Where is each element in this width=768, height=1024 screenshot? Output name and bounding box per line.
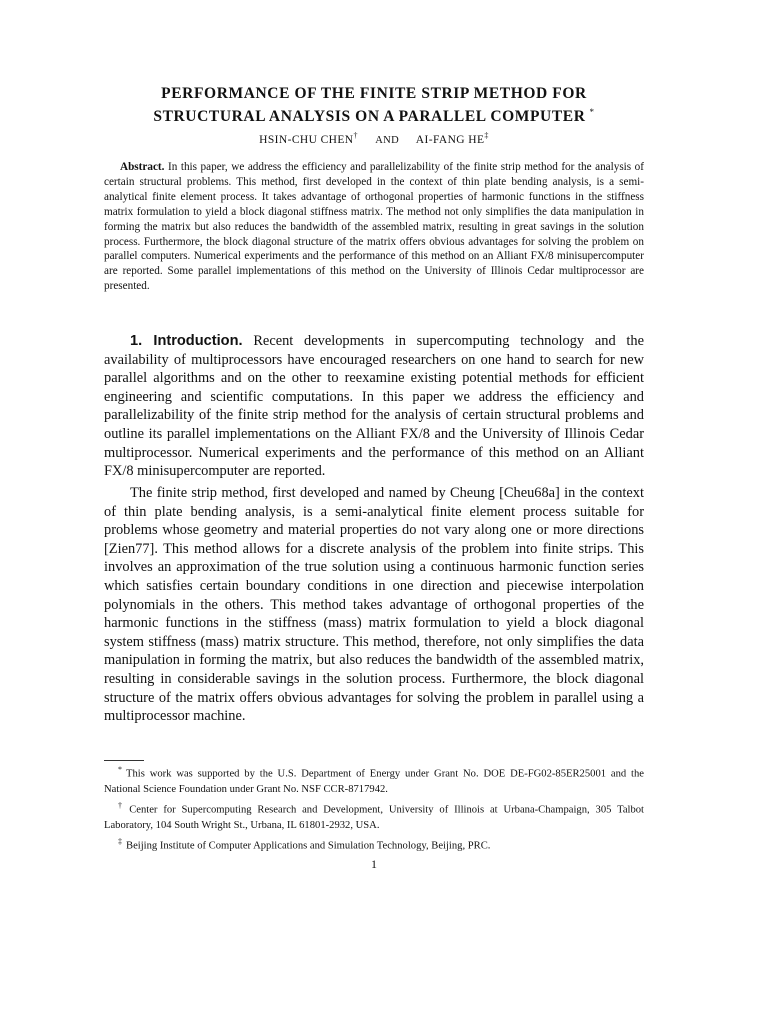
author-2-mark: ‡ xyxy=(484,131,489,140)
footnote-text: This work was supported by the U.S. Department of Energy under Grant No. DOE DE-FG02-85ER25001 and the National Science Foundation under Grant No. NSF CCR-8717942. xyxy=(104,768,644,796)
page-number: 1 xyxy=(371,857,377,871)
footnote-text: Center for Supercomputing Research and Development, University of Illinois at Urbana-Champaign, 305 Talbot Laboratory, 104 South Wright St., Urbana, IL 61801-2932, USA. xyxy=(104,804,644,832)
introduction-text: Recent developments in supercomputing technology and the availability of multiprocessors have encouraged researchers on one hand to search for new parallel algorithms and on the other to reexamine existing potential methods for efficient engineering and scientific computations. In this paper we address the efficiency and parallelizability of the finite strip method for the analysis of certain structural problems and outline its parallel implementations on the Alliant FX/8 and the University of Illinois Cedar multiprocessor. Numerical experiments and the performance of this method on an Alliant FX/8 minisupercomputer are reported. xyxy=(104,333,644,480)
title-footnote-mark: * xyxy=(589,107,595,117)
section-heading: 1. Introduction. xyxy=(130,333,243,349)
author-2: AI-FANG HE xyxy=(415,133,485,146)
footnote xyxy=(104,834,644,854)
footnote xyxy=(104,762,644,798)
footnote-mark: * xyxy=(118,765,122,774)
footnote xyxy=(104,798,644,834)
footnote-mark: † xyxy=(118,801,126,811)
abstract xyxy=(104,160,644,294)
footnote-divider xyxy=(104,760,144,761)
footnote-mark: ‡ xyxy=(118,837,122,847)
footnote-text: Beijing Institute of Computer Applications and Simulation Technology, Beijing, PRC. xyxy=(126,840,491,852)
paper-title xyxy=(104,84,644,126)
author-conjunction: AND xyxy=(375,134,400,146)
author-1-mark: † xyxy=(353,131,358,140)
author-line xyxy=(104,131,644,146)
finite-strip-paragraph: The finite strip method, first developed and named by Cheung [Cheu68a] in the context of thin plate bending analysis, is a semi-analytical finite element process suitable for problems whose geometry and material properties do not vary along one or more directions [Zien77]. This method allows for a discrete analysis of the problem into finite strips. This involves an approximation of the true solution using a continuous harmonic function series which satisfies certain boundary conditions in one direction and piecewise interpolation polynomials in the others. This method takes advantage of orthogonal properties of the harmonic functions in the stiffness (mass) matrix formulation to yield a block diagonal system stiffness (mass) matrix structure. This method, therefore, not only simplifies the data manipulation in forming the matrix, but also reduces the bandwidth of the assembled matrix, resulting in considerable savings in the solution process. Furthermore, the block diagonal structure of the matrix offers obvious advantages for solving the problem in parallel using a multiprocessor machine. xyxy=(104,485,644,725)
title-line-1: PERFORMANCE OF THE FINITE STRIP METHOD FOR xyxy=(161,85,587,102)
abstract-label: Abstract. xyxy=(120,161,165,173)
author-1: HSIN-CHU CHEN xyxy=(259,133,354,146)
title-line-2-text: STRUCTURAL ANALYSIS ON A PARALLEL COMPUTER xyxy=(153,108,586,126)
abstract-text: In this paper, we address the efficiency and parallelizability of the finite strip method for the analysis of certain structural problems. This method, first developed in the context of thin plate bending analysis, is a semi-analytical finite element process. It takes advantage of orthogonal properties of harmonic functions in the stiffness matrix formulation to yield a block diagonal stiffness matrix. The method not only simplifies the data manipulation in forming the matrix but also reduces the bandwidth of the assembled matrix, resulting in great savings in the solution process. Furthermore, the block diagonal structure of the matrix offers obvious advantages for solving the problem on parallel computers. Numerical experiments and the performance of this method on an Alliant FX/8 minisupercomputer are reported. Some parallel implementations of this method on the University of Illinois Cedar multiprocessor are presented. xyxy=(104,161,644,293)
footnotes xyxy=(104,762,644,855)
title-line-2 xyxy=(104,103,644,126)
introduction-paragraph xyxy=(104,332,644,481)
